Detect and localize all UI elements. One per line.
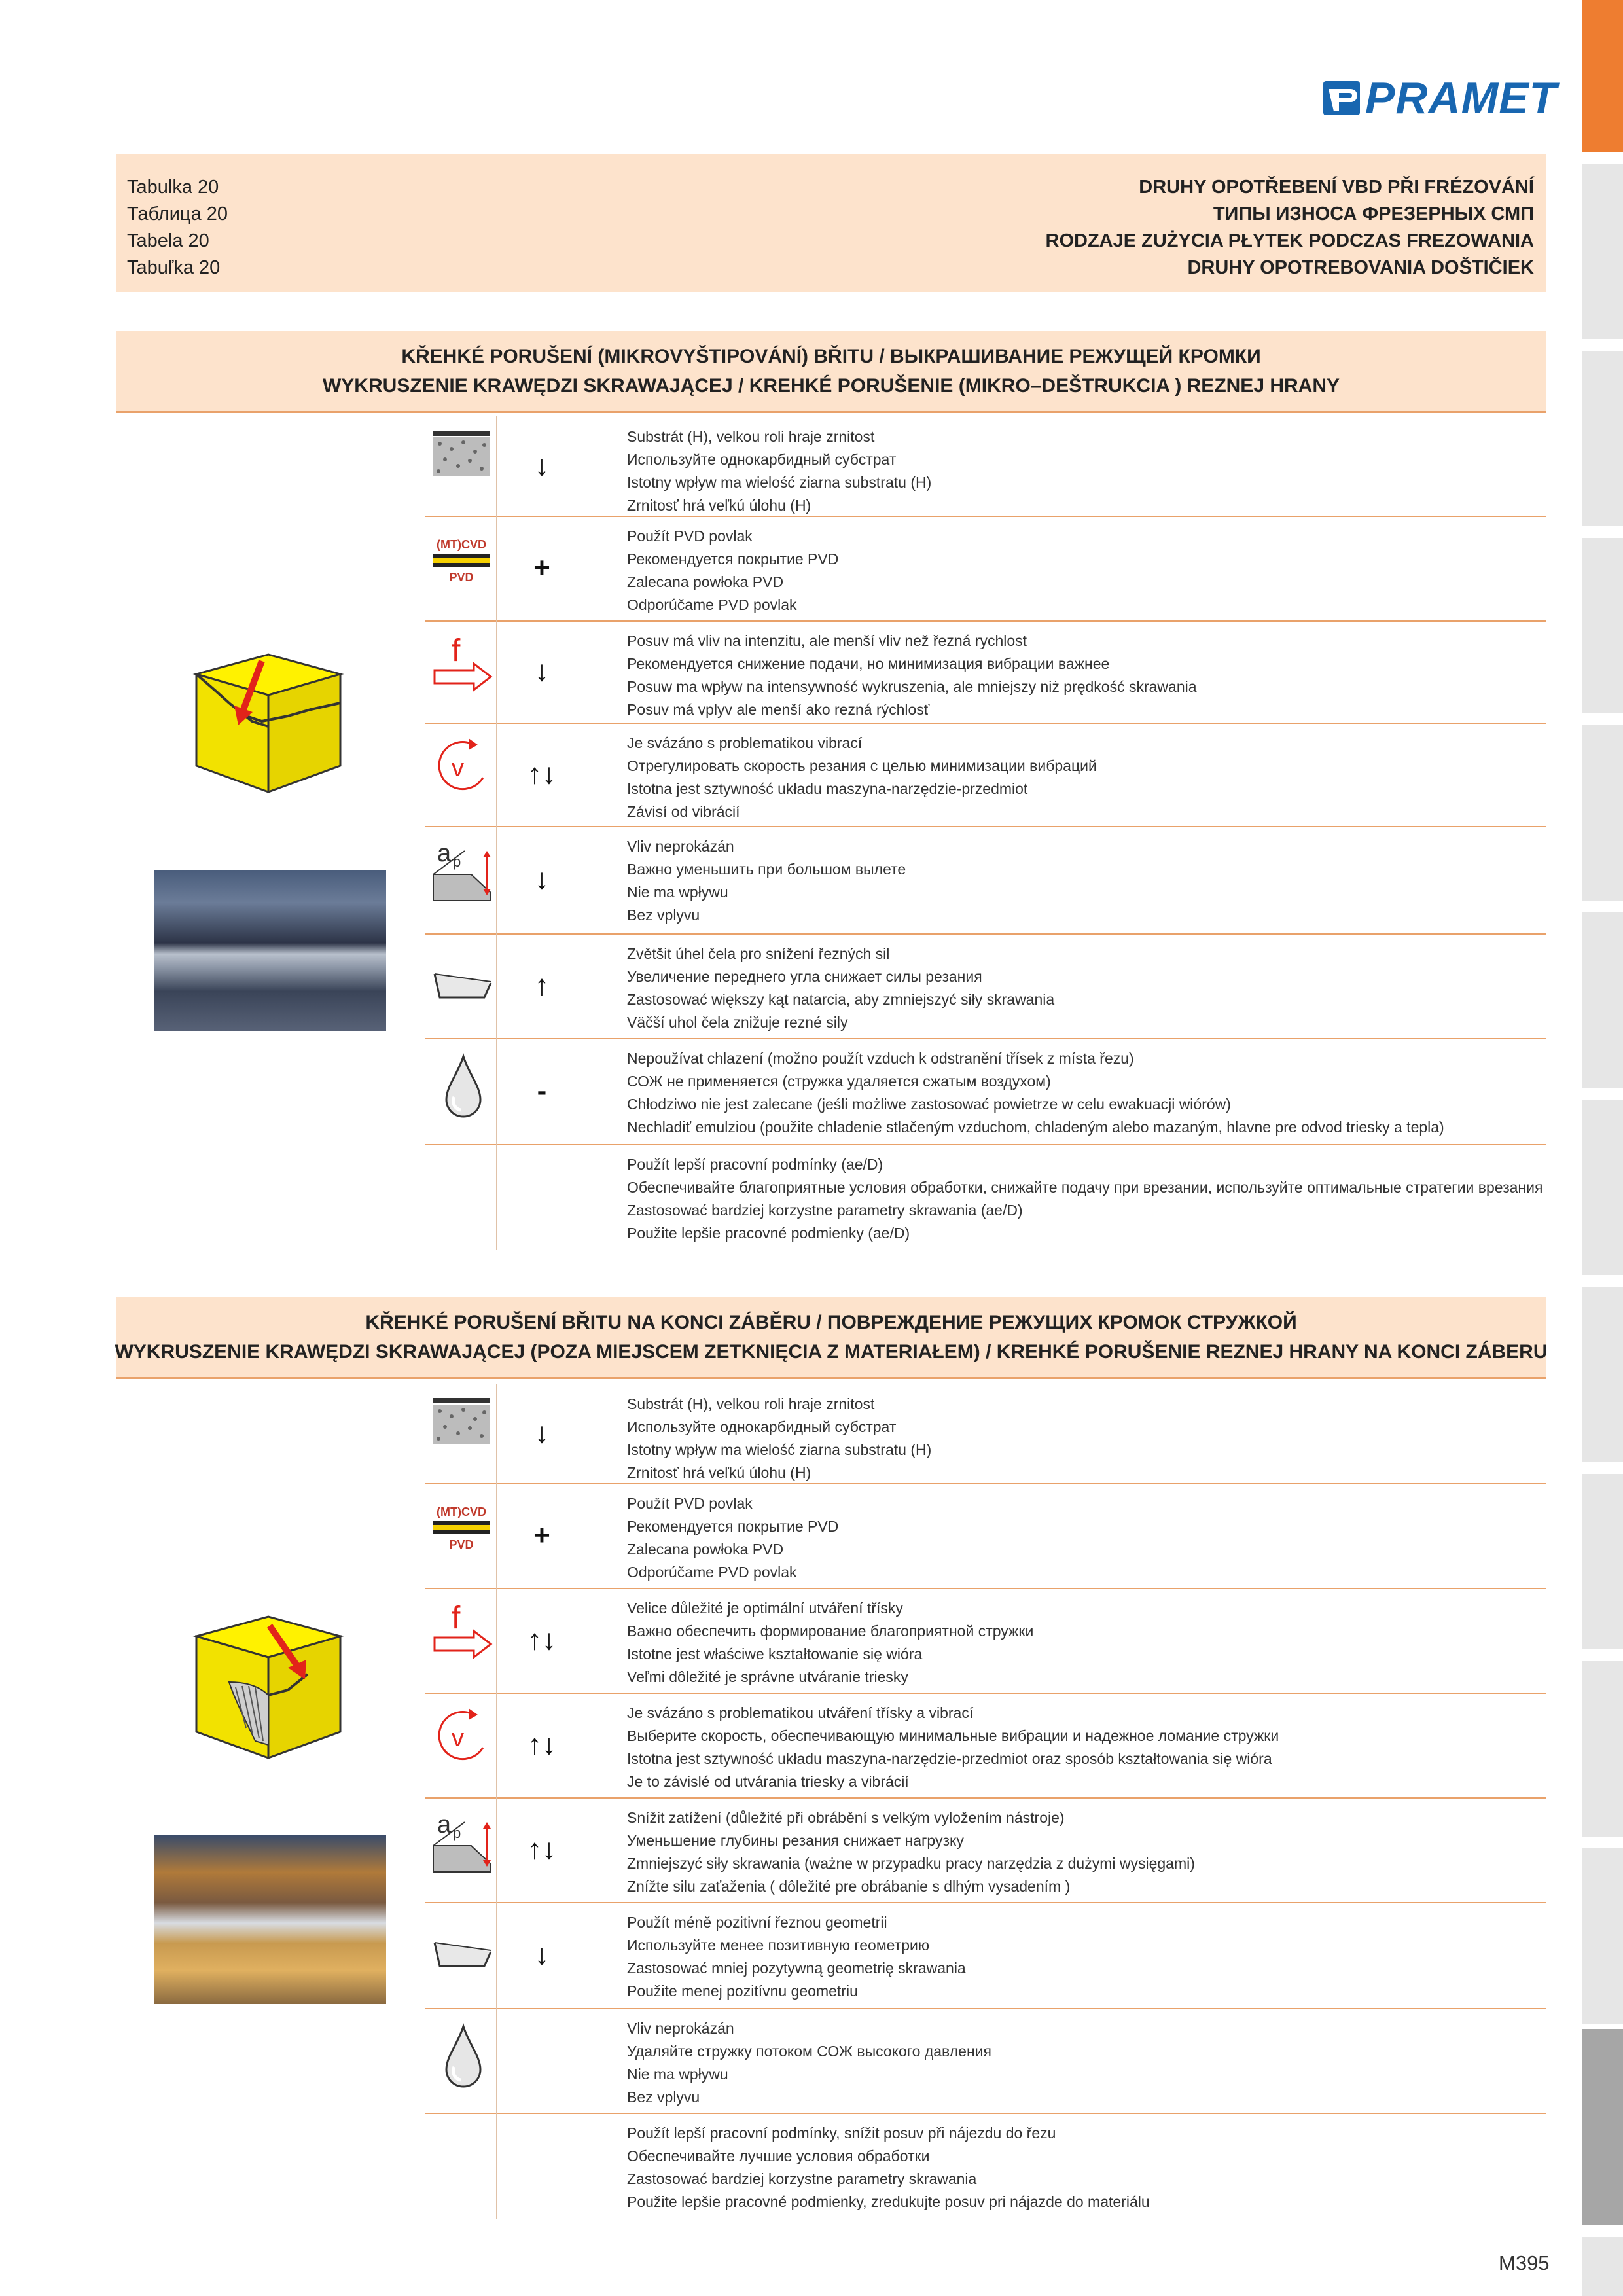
cutting-speed-icon [425, 1693, 497, 1797]
recommendation-symbol: ↓ [535, 1417, 549, 1449]
table-row [425, 620, 1546, 724]
table-row [425, 826, 1546, 935]
table-row [425, 1038, 1546, 1145]
recommendation-symbol: ↑↓ [527, 758, 556, 790]
table-row [425, 1902, 1546, 2009]
coating-icon [425, 516, 497, 620]
table-row [425, 933, 1546, 1039]
chip-damage-photo [154, 1835, 386, 2004]
recommendation-symbol [509, 2008, 575, 2113]
svg-text:p: p [453, 853, 461, 870]
side-tab[interactable] [1582, 2237, 1623, 2296]
pramet-logo [1322, 73, 1558, 123]
table-label-sk: Tabuľka 20 [127, 257, 221, 278]
insert-chipping-illustration [190, 648, 347, 798]
svg-text:f: f [452, 1601, 461, 1636]
substrate-icon [425, 416, 497, 516]
side-tab[interactable] [1582, 1287, 1623, 1462]
svg-text:v: v [452, 1725, 464, 1752]
coating-label-cvd: (MT)CVD [437, 538, 486, 551]
recommendation-symbol: ↓ [535, 450, 549, 482]
svg-text:f: f [452, 634, 461, 668]
table-row [425, 2113, 1546, 2219]
recommendation-symbol [509, 1144, 575, 1250]
recommendation-symbol: + [533, 1519, 550, 1551]
empty-icon-cell [425, 1144, 497, 1250]
logo-text: PRAMET [1365, 73, 1558, 123]
coating-label-pvd: PVD [449, 1538, 474, 1551]
recommendation-text: Je svázáno s problematikou utváření třísky a vibrací Выберите скорость, обеспечивающую минимальные вибрации и надежное ломание стружки Istotna jest sztywność układu maszyna-narzędzie-przedmiot oraz sposób kształtowania się wióra Je to závislé od utvárania triesky a vibrácií [627, 1704, 1279, 1790]
title-ru: ТИПЫ ИЗНОСА ФРЕЗЕРНЫХ СМП [1213, 204, 1534, 224]
recommendation-symbol: ↓ [535, 655, 549, 687]
recommendation-symbol: ↑ [535, 969, 549, 1001]
section-title [116, 1297, 1546, 1379]
coolant-drop-icon [425, 1038, 497, 1144]
side-tab[interactable] [1582, 1100, 1623, 1275]
coating-icon [425, 1483, 497, 1588]
recommendation-symbol: ↑↓ [527, 1624, 556, 1656]
recommendation-text: Použít PVD povlak Рекомендуется покрытие PVD Zalecana powłoka PVD Odporúčame PVD povlak [627, 528, 839, 613]
recommendation-text: Substrát (H), velkou roli hraje zrnitost Используйте однокарбидный субстрат Istotny wpływ ma wielość ziarna substratu (H) Zrnitosť hrá veľkú úlohu (H) [627, 1395, 932, 1481]
coating-label-pvd: PVD [449, 571, 474, 584]
rake-angle-icon [425, 933, 497, 1038]
section-title [116, 331, 1546, 413]
page-number: M395 [1499, 2251, 1550, 2274]
pramet-logo-icon [1322, 79, 1361, 118]
table-row [425, 1588, 1546, 1694]
feed-icon [425, 1588, 497, 1693]
recommendation-symbol: - [537, 1075, 547, 1107]
recommendation-text: Použít lepší pracovní podmínky, snížit posuv při nájezdu do řezu Обеспечивайте лучшие условия обработки Zastosować bardziej korzystne parametry skrawania Použite lepšie pracovné podmienky, zredukujte posuv pri nájazde do materiálu [627, 2125, 1150, 2210]
recommendation-text: Použít méně pozitivní řeznou geometrii Используйте менее позитивную геометрию Zastosować mniej pozytywną geometrię skrawania Použite menej pozitívnu geometriu [627, 1914, 966, 2000]
recommendation-symbol: ↓ [535, 863, 549, 895]
rake-angle-icon [425, 1902, 497, 2008]
table-row [425, 1693, 1546, 1799]
table-label-pl: Tabela 20 [127, 230, 209, 251]
recommendation-symbol: ↑↓ [527, 1729, 556, 1761]
title-pl: RODZAJE ZUŻYCIA PŁYTEK PODCZAS FREZOWANIA [1045, 230, 1534, 251]
feed-icon [425, 620, 497, 723]
table-row [425, 416, 1546, 517]
table-row [425, 1483, 1546, 1589]
side-tab-active[interactable] [1582, 0, 1623, 152]
recommendation-text: Vliv neprokázán Важно уменьшить при большом вылете Nie ma wpływu Bez vplyvu [627, 838, 906, 924]
side-tab[interactable] [1582, 1661, 1623, 1837]
empty-icon-cell [425, 2113, 497, 2219]
side-tab[interactable] [1582, 1474, 1623, 1649]
title-sk: DRUHY OPOTREBOVANIA DOŠTIČIEK [1187, 257, 1534, 278]
recommendation-text: Snížit zatížení (důležité při obrábění s velkým vyložením nástroje) Уменьшение глубины резания снижает нагрузку Zmniejszyć siły skrawania (ważne w przypadku pracy narzędzia z dużymi wysięgami) Znížte silu zaťaženia ( dôležité pre obrábanie s dlhým vysadením ) [627, 1809, 1195, 1895]
recommendation-symbol [509, 2113, 575, 2219]
coating-label-cvd: (MT)CVD [437, 1505, 486, 1518]
svg-text:a: a [437, 840, 452, 867]
depth-of-cut-icon [425, 1797, 497, 1902]
table-label-ru: Таблица 20 [127, 204, 228, 224]
side-tab[interactable] [1582, 164, 1623, 339]
side-tab[interactable] [1582, 351, 1623, 526]
table-row [425, 1144, 1546, 1250]
recommendation-text: Nepoužívat chlazení (možno použít vzduch k odstranění třísek z místa řezu) СОЖ не применяется (стружка удаляется сжатым воздухом) Chłodziwo nie jest zalecane (jeśli możliwe zastosować powietrze w celu ewakuacji wiórów) Nechladiť emulziou (použite chladenie stlačeným vzduchom, chladeným alebo mazaným, hlavne pre odvod triesky a tepla) [627, 1050, 1444, 1136]
recommendation-text: Posuv má vliv na intenzitu, ale menší vliv než řezná rychlost Рекомендуется снижение подачи, но минимизация вибрации важнее Posuw ma wpływ na intensywność wykruszenia, ale mniejszy niż prędkość skrawania Posuv má vplyv ale menší ako rezná rýchlosť [627, 632, 1197, 718]
side-tab[interactable] [1582, 1848, 1623, 2024]
table-row [425, 516, 1546, 622]
recommendation-text: Substrát (H), velkou roli hraje zrnitost Используйте однокарбидный субстрат Istotny wpływ ma wielość ziarna substratu (H) Zrnitosť hrá veľkú úlohu (H) [627, 428, 932, 514]
recommendation-symbol: + [533, 552, 550, 584]
table-row [425, 723, 1546, 827]
title-cz: DRUHY OPOTŘEBENÍ VBD PŘI FRÉZOVÁNÍ [1139, 177, 1534, 198]
table-header [116, 154, 1546, 292]
svg-text:v: v [452, 755, 464, 782]
table-row [425, 1797, 1546, 1903]
side-tab[interactable] [1582, 2029, 1623, 2225]
cutting-speed-icon [425, 723, 497, 826]
svg-text:a: a [437, 1811, 452, 1839]
recommendation-text: Zvětšit úhel čela pro snížení řezných sil Увеличение переднего угла снижает силы резания Zastosować większy kąt natarcia, aby zmniejszyć siły skrawania Väčší uhol čela znižuje rezné sily [627, 945, 1055, 1031]
side-tab[interactable] [1582, 538, 1623, 713]
svg-text:p: p [453, 1825, 461, 1841]
side-tab[interactable] [1582, 725, 1623, 901]
chipping-photo [154, 870, 386, 1031]
coolant-drop-icon [425, 2008, 497, 2113]
table-row [425, 1384, 1546, 1484]
recommendation-text: Velice důležité je optimální utváření třísky Важно обеспечить формирование благоприятной стружки Istotne jest właściwe kształtowanie się wióra Veľmi dôležité je správne utváranie triesky [627, 1600, 1034, 1685]
table-number [127, 174, 228, 281]
table-title [1046, 174, 1535, 281]
table-row [425, 2008, 1546, 2114]
side-tab[interactable] [1582, 912, 1623, 1088]
insert-chip-damage-illustration [190, 1610, 347, 1767]
recommendation-text: Vliv neprokázán Удаляйте стружку потоком СОЖ высокого давления Nie ma wpływu Bez vplyvu [627, 2020, 991, 2106]
recommendation-symbol: ↑↓ [527, 1833, 556, 1865]
section-title-line: WYKRUSZENIE KRAWĘDZI SKRAWAJĄCEJ (POZA MIEJSCEM ZETKNIĘCIA Z MATERIAŁEM) / KREHKÉ PORUŠENIE REZNEJ HRANY NA KONCI ZÁBERU [115, 1341, 1548, 1363]
recommendation-text: Použít lepší pracovní podmínky (ae/D) Обеспечивайте благоприятные условия обработки, снижайте подачу при врезании, используйте оптимальные стратегии врезания Zastosować bardziej korzystne parametry skrawania (ae/D) Použite lepšie pracovné podmienky (ae/D) [627, 1156, 1543, 1242]
table-label-cz: Tabulka 20 [127, 177, 219, 198]
recommendation-text: Použít PVD povlak Рекомендуется покрытие PVD Zalecana powłoka PVD Odporúčame PVD povlak [627, 1495, 839, 1581]
substrate-icon [425, 1384, 497, 1483]
depth-of-cut-icon [425, 826, 497, 933]
section-title-line: WYKRUSZENIE KRAWĘDZI SKRAWAJĄCEJ / KREHKÉ PORUŠENIE (MIKRO–DEŠTRUKCIA ) REZNEJ HRANY [322, 375, 1340, 397]
recommendation-symbol: ↓ [535, 1939, 549, 1971]
section-title-line: KŘEHKÉ PORUŠENÍ (MIKROVYŠTIPOVÁNÍ) BŘITU / ВЫКРАШИВАНИЕ РЕЖУЩЕЙ КРОМКИ [401, 346, 1261, 367]
recommendation-text: Je svázáno s problematikou vibrací Отрегулировать скорость резания с целью минимизации вибраций Istotna jest sztywność układu maszyna-narzędzie-przedmiot Závisí od vibrácií [627, 734, 1097, 820]
section-title-line: KŘEHKÉ PORUŠENÍ BŘITU NA KONCI ZÁBĚRU / ПОВРЕЖДЕНИЕ РЕЖУЩИХ КРОМОК СТРУЖКОЙ [365, 1312, 1297, 1333]
